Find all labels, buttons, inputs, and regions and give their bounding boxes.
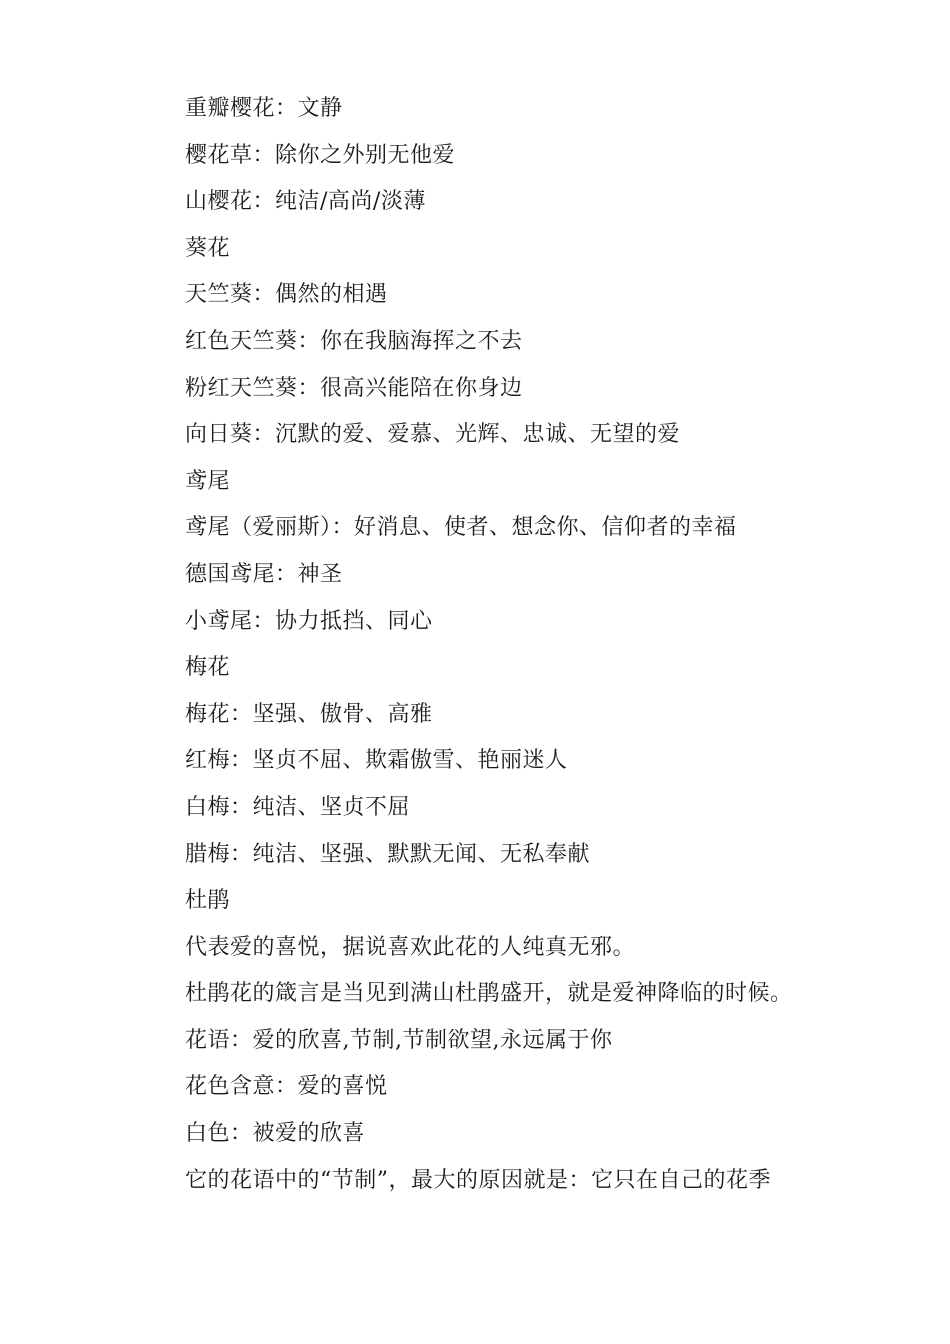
text-line: 德国鸢尾：神圣 — [185, 561, 343, 587]
text-line: 红色天竺葵：你在我脑海挥之不去 — [185, 328, 523, 354]
text-line: 梅花：坚强、傲骨、高雅 — [185, 701, 433, 727]
text-line: 小鸢尾：协力抵挡、同心 — [185, 608, 433, 634]
text-line: 樱花草：除你之外别无他爱 — [185, 142, 456, 168]
text-line: 鸢尾（爱丽斯）：好消息、使者、想念你、信仰者的幸福 — [185, 515, 737, 541]
section-heading: 鸢尾 — [185, 468, 231, 494]
text-line: 红梅：坚贞不屈、欺霜傲雪、艳丽迷人 — [185, 748, 568, 774]
text-line: 粉红天竺葵：很高兴能陪在你身边 — [185, 375, 523, 401]
text-line: 向日葵：沉默的爱、爱慕、光辉、忠诚、无望的爱 — [185, 422, 681, 448]
text-line: 山樱花：纯洁/高尚/淡薄 — [185, 189, 426, 215]
section-heading: 梅花 — [185, 655, 231, 681]
text-line: 杜鹃花的箴言是当见到满山杜鹃盛开，就是爱神降临的时候。 — [185, 981, 793, 1007]
section-heading: 葵花 — [185, 235, 231, 261]
text-line: 白梅：纯洁、坚贞不屈 — [185, 794, 411, 820]
text-line: 腊梅：纯洁、坚强、默默无闻、无私奉献 — [185, 841, 591, 867]
text-line: 花语：爱的欣喜,节制,节制欲望,永远属于你 — [185, 1027, 613, 1053]
document-body — [185, 86, 845, 1204]
text-line: 代表爱的喜悦，据说喜欢此花的人纯真无邪。 — [185, 934, 636, 960]
text-line: 白色：被爱的欣喜 — [185, 1121, 366, 1147]
text-line: 它的花语中的“节制”，最大的原因就是：它只在自己的花季 — [185, 1167, 771, 1193]
text-line: 天竺葵：偶然的相遇 — [185, 282, 388, 308]
text-line: 重瓣樱花：文静 — [185, 96, 343, 121]
section-heading: 杜鹃 — [185, 888, 231, 914]
text-line: 花色含意：爱的喜悦 — [185, 1074, 388, 1100]
